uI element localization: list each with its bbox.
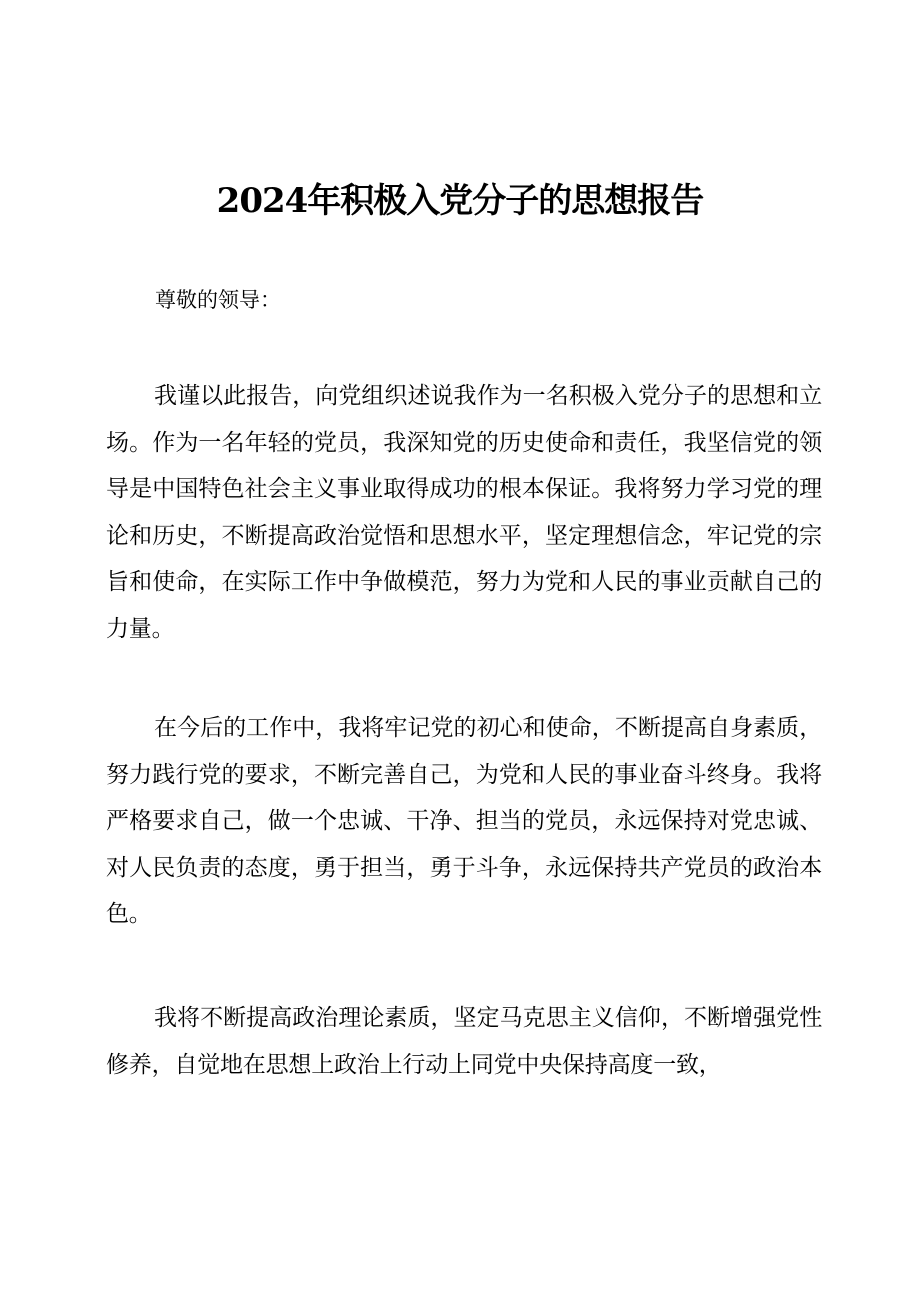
document-title: 2024年积极入党分子的思想报告 [216,181,704,221]
paragraph-3: 我将不断提高政治理论素质，坚定马克思主义信仰，不断增强党性修养，自觉地在思想上政治上行动上同党中央保持高度一致， [106,1005,822,1078]
paragraph-2: 在今后的工作中，我将牢记党的初心和使命，不断提高自身素质，努力践行党的要求，不断完善自己，为党和人民的事业奋斗终身。我将严格要求自己，做一个忠诚、干净、担当的党员，永远保持对党忠诚、对人民负责的态度，勇于担当，勇于斗争，永远保持共产党员的政治本色。 [106,715,822,927]
paragraph-1: 我谨以此报告，向党组织述说我作为一名积极入党分子的思想和立场。作为一名年轻的党员，我深知党的历史使命和责任，我坚信党的领导是中国特色社会主义事业取得成功的根本保证。我将努力学习党的理论和历史，不断提高政治觉悟和思想水平，坚定理想信念，牢记党的宗旨和使命，在实际工作中争做模范，努力为党和人民的事业贡献自己的力量。 [106,383,822,642]
salutation: 尊敬的领导： [155,288,281,312]
